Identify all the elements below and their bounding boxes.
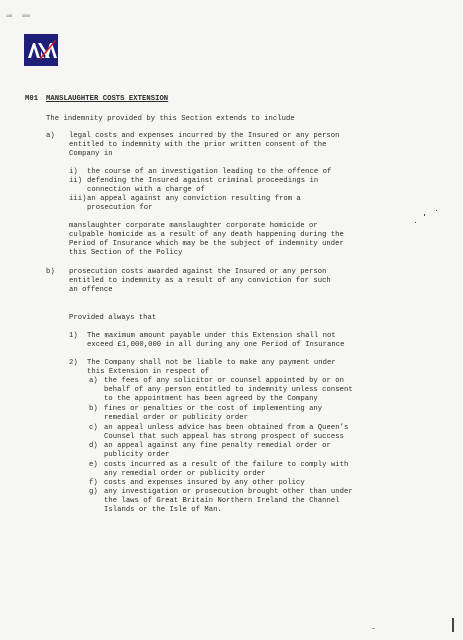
proviso-item2-line: The Company shall not be liable to make any payment under [87,359,336,367]
exclusion-marker: e) [89,461,98,469]
exclusion-line: the fees of any solicitor or counsel appointed by or on [104,377,344,385]
section-code: M01 [25,95,39,103]
exclusion-line: behalf of any person entitled to indemnity unless consent [104,386,353,394]
clause-a-tail: culpable homicide as a result of any death happening during the [69,231,344,239]
exclusion-line: publicity order [104,451,170,459]
proviso-heading: Provided always that [69,314,157,322]
exclusion-marker: b) [89,405,98,413]
exclusion-marker: f) [89,479,98,487]
clause-b-marker: b) [46,268,55,276]
proviso-item1-line: exceed £1,000,000 in all during any one Period of Insurance [87,341,345,349]
scan-header-number: 108 [6,14,12,18]
clause-a-line: entitled to indemnity with the prior written consent of the [69,141,327,149]
exclusion-line: an appeal unless advice has been obtained from a Queen’s [104,424,349,432]
clause-a-sub-line: prosecution for [87,204,153,212]
section-title: MANSLAUGHTER COSTS EXTENSION [46,95,169,103]
exclusion-line: costs and expenses insured by any other policy [104,479,305,487]
exclusion-line: an appeal against any fine penalty remedial order or [104,442,331,450]
exclusion-line: fines or penalties or the cost of implementing any [104,405,323,413]
clause-a-tail: this Section of the Policy [69,249,183,257]
exclusion-line: costs incurred as a result of the failure to comply with [104,461,349,469]
exclusion-line: Islands or the Isle of Man. [104,506,222,514]
clause-b-line: an offence [69,286,113,294]
exclusion-line: any investigation or prosecution brought other than under [104,488,353,496]
proviso-item1-line: The maximum amount payable under this Extension shall not [87,332,336,340]
scan-header-code: 0000 [22,14,30,18]
clause-b-line: entitled to indemnity as a result of any conviction for such [69,277,331,285]
proviso-item1-marker: 1) [69,332,78,340]
axa-logo [24,34,58,66]
proviso-item2-marker: 2) [69,359,78,367]
clause-a-sub-marker: ii) [69,177,83,185]
exclusion-line: Counsel that such appeal has strong prospect of success [104,433,344,441]
exclusion-line: any remedial order or publicity order [104,470,266,478]
clause-a-sub-line: an appeal against any conviction resulting from a [87,195,301,203]
section-intro: The indemnity provided by this Section extends to include [46,115,295,123]
clause-a-tail: manslaughter corporate manslaughter corporate homicide or [69,222,318,230]
clause-b-line: prosecution costs awarded against the Insured or any person [69,268,327,276]
clause-a-sub-line: defending the Insured against criminal proceedings in [87,177,319,185]
clause-a-line: legal costs and expenses incurred by the Insured or any person [69,132,340,140]
scan-speck [372,628,375,629]
clause-a-tail: Period of Insurance which may be the subject of indemnity under [69,240,344,248]
exclusion-marker: d) [89,442,98,450]
scan-speck [415,222,416,223]
clause-a-sub-line: connection with a charge of [87,186,205,194]
exclusion-marker: g) [89,488,98,496]
exclusion-line: the laws of Great Britain Northern Ireland the Channel [104,497,340,505]
exclusion-marker: a) [89,377,98,385]
proviso-item2-line: this Extension in respect of [87,368,210,376]
exclusion-marker: c) [89,424,98,432]
clause-a-sub-line: the course of an investigation leading to the offence of [87,168,332,176]
clause-a-sub-marker: iii) [69,195,87,203]
clause-a-sub-marker: i) [69,168,78,176]
scan-mark [452,618,454,632]
scan-speck [436,210,437,211]
exclusion-line: to the appointment has been agreed by the Company [104,395,318,403]
exclusion-line: remedial order or publicity order [104,414,248,422]
scan-speck [424,214,425,216]
clause-a-marker: a) [46,132,55,140]
clause-a-line: Company in [69,150,113,158]
